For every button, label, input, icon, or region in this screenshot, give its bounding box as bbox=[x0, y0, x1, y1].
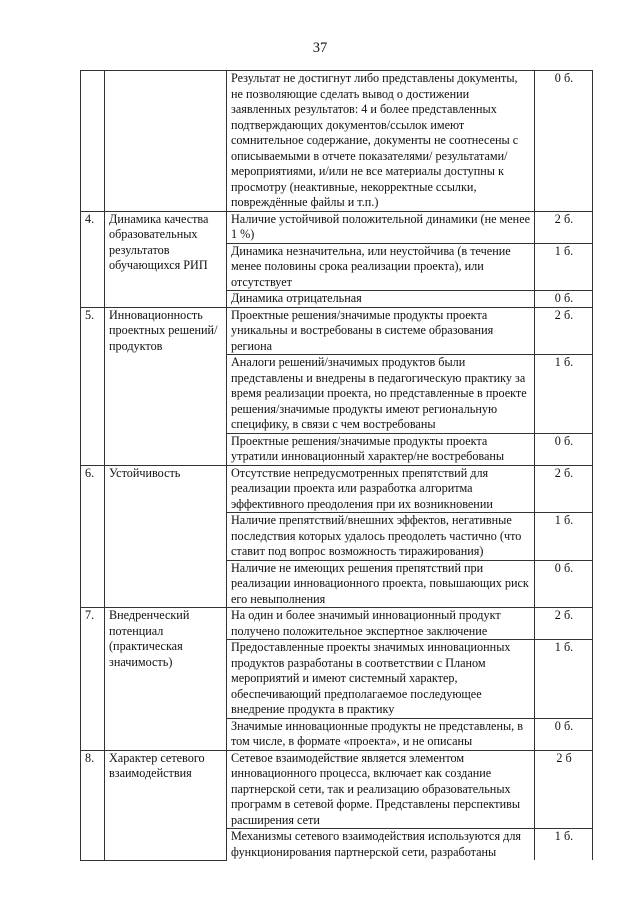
criterion-score: 0 б. bbox=[535, 71, 593, 212]
criterion-score: 1 б. bbox=[535, 829, 593, 861]
criterion-name bbox=[105, 71, 227, 212]
page-number: 37 bbox=[312, 40, 328, 56]
table-row bbox=[81, 750, 593, 829]
criterion-score: 2 б. bbox=[535, 608, 593, 640]
criterion-name: Внедренческий потенциал (практическая значимость) bbox=[105, 608, 227, 751]
criterion-description: Проектные решения/значимые продукты проекта уникальны и востребованы в системе образования региона bbox=[227, 307, 535, 355]
table-row bbox=[81, 71, 593, 212]
criterion-score: 2 б bbox=[535, 750, 593, 829]
criterion-description: Наличие не имеющих решения препятствий при реализации инновационного проекта, повышающих риск его невыполнения bbox=[227, 560, 535, 608]
criterion-number: 4. bbox=[81, 211, 105, 307]
criterion-number: 5. bbox=[81, 307, 105, 465]
criterion-score: 2 б. bbox=[535, 465, 593, 513]
criterion-score: 1 б. bbox=[535, 640, 593, 719]
table-row bbox=[81, 307, 593, 355]
criterion-score: 0 б. bbox=[535, 433, 593, 465]
table-row bbox=[81, 465, 593, 513]
criterion-description: Предоставленные проекты значимых инновационных продуктов разработаны в соответствии с Планом мероприятий и имеют системный характер, обеспечивающий предполагаемое последующее внедрение продукта в практику bbox=[227, 640, 535, 719]
criterion-name: Характер сетевого взаимодействия bbox=[105, 750, 227, 860]
criteria-table bbox=[80, 70, 593, 861]
table-row bbox=[81, 608, 593, 640]
criterion-number bbox=[81, 71, 105, 212]
criterion-score: 2 б. bbox=[535, 307, 593, 355]
criterion-number: 8. bbox=[81, 750, 105, 860]
criterion-name: Инновационность проектных решений/продуктов bbox=[105, 307, 227, 465]
criterion-score: 0 б. bbox=[535, 718, 593, 750]
criterion-description: Отсутствие непредусмотренных препятствий для реализации проекта или разработка алгоритма эффективного преодоления при их возникновении bbox=[227, 465, 535, 513]
criterion-number: 6. bbox=[81, 465, 105, 608]
criterion-description: Динамика отрицательная bbox=[227, 291, 535, 308]
criterion-name: Устойчивость bbox=[105, 465, 227, 608]
criterion-score: 1 б. bbox=[535, 513, 593, 561]
criterion-description: Наличие препятствий/внешних эффектов, негативные последствия которых удалось преодолеть частично (что ставит под вопрос возможность тиражирования) bbox=[227, 513, 535, 561]
criterion-description: Результат не достигнут либо представлены документы, не позволяющие сделать вывод о достижении заявленных результатов: 4 и более представленных подтверждающих документов/ссылок имеют сомнительное содержание, документы не соотнесены с описываемыми в отчете показателями/ результатами/мероприятиями, и/или не все материалы доступны к просмотру (неактивные, некорректные ссылки, повреждённые файлы и т.п.) bbox=[227, 71, 535, 212]
criterion-description: Механизмы сетевого взаимодействия используются для функционирования партнерской сети, разработаны bbox=[227, 829, 535, 861]
criterion-score: 0 б. bbox=[535, 291, 593, 308]
criterion-score: 1 б. bbox=[535, 355, 593, 434]
table-row bbox=[81, 211, 593, 243]
criterion-description: Аналоги решений/значимых продуктов были представлены и внедрены в педагогическую практику за время реализации проекта, но представленные в проекте решения/значимые продукты имеют региональную специфику, в связи с чем востребованы bbox=[227, 355, 535, 434]
criterion-description: Проектные решения/значимые продукты проекта утратили инновационный характер/не востребованы bbox=[227, 433, 535, 465]
criterion-description: Динамика незначительна, или неустойчива (в течение менее половины срока реализации проекта), или отсутствует bbox=[227, 243, 535, 291]
criterion-description: Значимые инновационные продукты не представлены, в том числе, в формате «проекта», и не описаны bbox=[227, 718, 535, 750]
criterion-number: 7. bbox=[81, 608, 105, 751]
criterion-description: Наличие устойчивой положительной динамики (не менее 1 %) bbox=[227, 211, 535, 243]
criterion-name: Динамика качества образовательных результатов обучающихся РИП bbox=[105, 211, 227, 307]
criterion-score: 1 б. bbox=[535, 243, 593, 291]
criterion-score: 0 б. bbox=[535, 560, 593, 608]
criterion-description: Сетевое взаимодействие является элементом инновационного процесса, включает как создание партнерской сети, так и реализацию образовательных программ в сетевой форме. Представлены перспективы расширения сети bbox=[227, 750, 535, 829]
criterion-score: 2 б. bbox=[535, 211, 593, 243]
criterion-description: На один и более значимый инновационный продукт получено положительное экспертное заключение bbox=[227, 608, 535, 640]
